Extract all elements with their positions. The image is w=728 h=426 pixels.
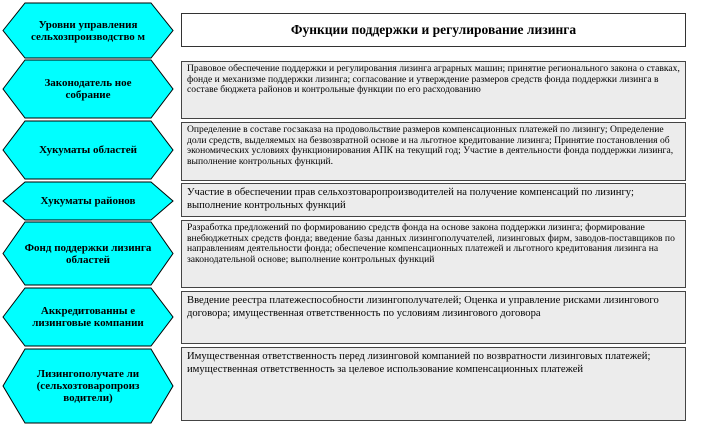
- level-label: Уровни управления сельхозпроизводство м: [30, 18, 146, 43]
- function-box-regional-hukumat: [181, 122, 686, 181]
- level-label: Фонд поддержки лизинга областей: [24, 241, 152, 266]
- function-text: Имущественная ответственность перед лизинговой компанией по возвратности лизинговых платежей; имущественная ответственность за целевое использование компенсационных платежей: [187, 351, 651, 375]
- hex-management-levels: [21, 3, 155, 58]
- diagram-title: [181, 13, 686, 47]
- function-box-leasing-companies: [181, 291, 686, 344]
- hex-regional-hukumats: [21, 121, 155, 179]
- hex-accredited-leasing-companies: [21, 288, 155, 346]
- hex-legislative-assembly: [21, 60, 155, 118]
- level-label: Хукуматы районов: [40, 195, 136, 207]
- level-label: Законодатель ное собрание: [44, 77, 132, 101]
- function-box-district-hukumat: [181, 183, 686, 217]
- level-label: Хукуматы областей: [39, 144, 137, 156]
- hex-lessees: [21, 349, 155, 423]
- function-box-leasing-fund: [181, 220, 686, 288]
- function-box-lessees: [181, 347, 686, 421]
- function-box-legislative: [181, 61, 686, 119]
- diagram-title-text: Функции поддержки и регулирование лизинга: [290, 22, 577, 37]
- hex-district-hukumats: [21, 182, 155, 220]
- level-label: Лизингополучате ли (сельхозтоваропроиз водители): [36, 368, 140, 404]
- function-text: Участие в обеспечении прав сельхозтоваропроизводителей на получение компенсаций по лизингу; выполнение контрольных функций: [187, 187, 634, 211]
- function-text: Разработка предложений по формированию средств фонда на основе закона поддержки лизинга; формирование внебюджетных средств фонда; введение базы данных лизингополучателей, лизинговых фирм, заводов-поставщиков по направлениям деятельности фонда; обеспечение компенсационных платежей и льготного кредитования лизинга на законодательной основе; выполнение контрольных функций: [187, 222, 675, 265]
- function-text: Введение реестра платежеспособности лизингополучателей; Оценка и управление рисками лизингового договора; имущественная ответственность по условиям лизингового договора: [187, 295, 659, 319]
- function-text: Определение в составе госзаказа на продовольствие размеров компенсационных платежей по лизингу; Определение доли средств, выделяемых на безвозвратной основе и на льготное кредитование лизинга; Принятие постановления об экономических условиях функционирования АПК на текущий год; Участие в деятельности фонда поддержки лизинга, выполнение контрольных функций.: [187, 124, 674, 167]
- function-text: Правовое обеспечение поддержки и регулирования лизинга аграрных машин; принятие регионального закона о ставках, фонде и механизме поддержки лизинга; согласование и утверждение размеров средств фонда поддержки лизинга в составе бюджета районов и контрольные функции по его расходованию: [187, 63, 680, 96]
- hex-leasing-support-fund: [21, 222, 155, 285]
- level-label: Аккредитованны е лизинговые компании: [32, 305, 144, 329]
